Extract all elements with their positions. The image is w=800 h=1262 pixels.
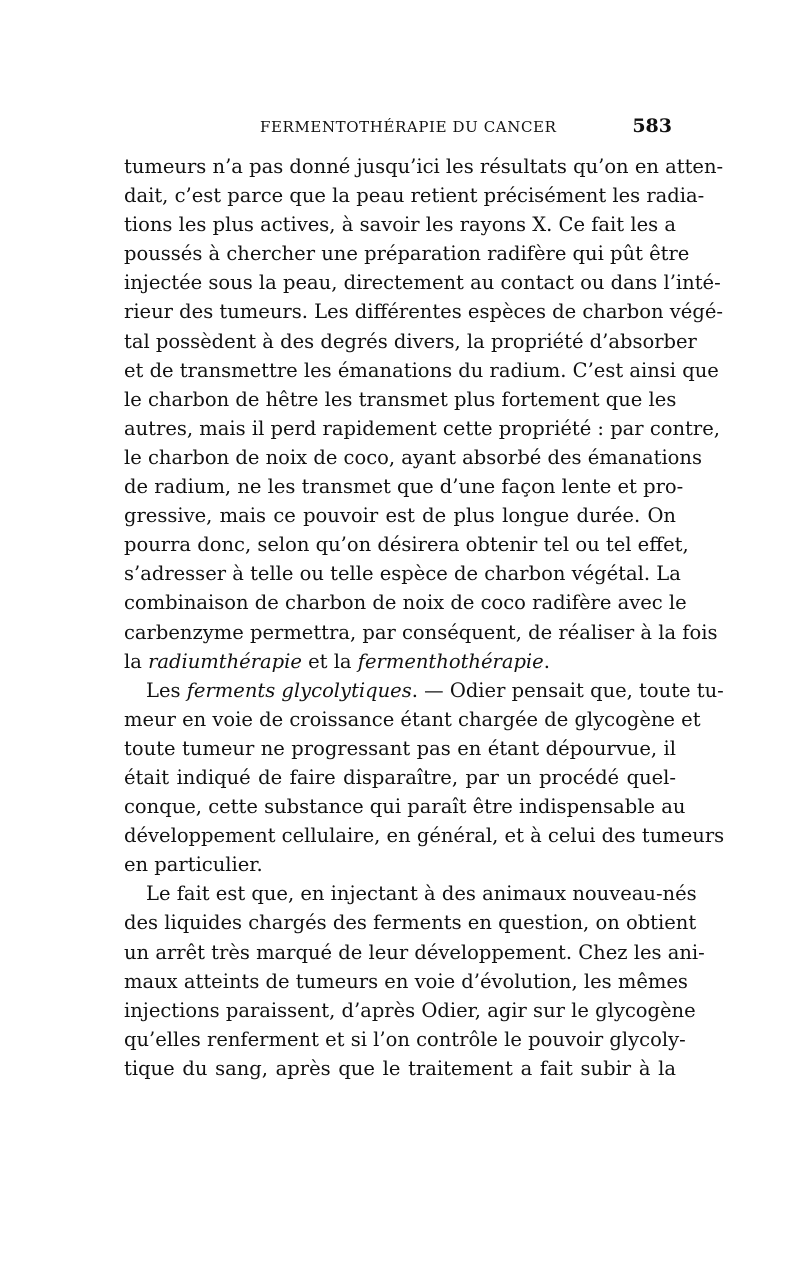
text-line: qu’elles renferment et si l’on contrôle le pouvoir glycoly-	[124, 1027, 686, 1051]
text-line: autres, mais il perd rapidement cette propriété : par contre,	[124, 416, 720, 440]
text-line: injectée sous la peau, directement au contact ou dans l’inté-	[124, 271, 721, 295]
text-line: était indiqué de faire disparaître, par un procédé quel-	[124, 765, 676, 789]
paragraph-radium-charcoal	[124, 152, 724, 676]
paragraph-glycolytic-ferments	[124, 676, 725, 880]
italic-term-fermenthotherapie: fermenthothérapie	[357, 649, 544, 673]
text-fragment: et la	[301, 649, 358, 673]
text-line: maux atteints de tumeurs en voie d’évolution, les mêmes	[124, 969, 688, 993]
text-line: des liquides chargés des ferments en question, on obtient	[124, 911, 697, 935]
text-line: le charbon de hêtre les transmet plus fortement que les	[124, 387, 677, 411]
text-line: le charbon de noix de coco, ayant absorbé des émanations	[124, 445, 702, 469]
text-line: tal possèdent à des degrés divers, la propriété d’absorber	[124, 329, 697, 353]
text-line: tique du sang, après que le traitement a fait subir à la	[124, 1056, 676, 1080]
text-line-last	[124, 647, 676, 676]
text-fragment: la	[124, 649, 149, 673]
text-line: s’adresser à telle ou telle espèce de charbon végétal. La	[124, 562, 681, 586]
text-line-last: en particulier.	[124, 853, 263, 877]
text-line: tumeurs n’a pas donné jusqu’ici les résultats qu’on en atten-	[124, 155, 724, 178]
page-header	[120, 115, 680, 142]
page-number: 583	[632, 115, 672, 137]
text-line: un arrêt très marqué de leur développement. Chez les ani-	[124, 940, 705, 964]
running-title: FERMENTOTHÉRAPIE DU CANCER	[260, 118, 557, 136]
text-line: poussés à chercher une préparation radifère qui pût être	[124, 242, 690, 266]
text-line: dait, c’est parce que la peau retient précisément les radia-	[124, 184, 705, 208]
page-body	[124, 152, 725, 1083]
text-fragment: . — Odier pensait que, toute tu-	[411, 678, 724, 702]
text-fragment: Les	[146, 678, 187, 702]
text-line: carbenzyme permettra, par conséquent, de réaliser à la fois	[124, 620, 718, 644]
text-line-first	[124, 676, 724, 705]
text-line: toute tumeur ne progressant pas en étant dépourvue, il	[124, 736, 676, 760]
text-line: et de transmettre les émanations du radium. C’est ainsi que	[124, 358, 719, 382]
text-line-first: Le fait est que, en injectant à des animaux nouveau-nés	[146, 882, 697, 906]
text-line: conque, cette substance qui paraît être indispensable au	[124, 795, 686, 819]
text-line: tions les plus actives, à savoir les rayons X. Ce fait les a	[124, 213, 676, 237]
text-line: rieur des tumeurs. Les différentes espèces de charbon végé-	[124, 300, 723, 324]
text-line: développement cellulaire, en général, et à celui des tumeurs	[124, 824, 725, 848]
text-line: gressive, mais ce pouvoir est de plus longue durée. On	[124, 504, 676, 528]
text-line: combinaison de charbon de noix de coco radifère avec le	[124, 591, 687, 615]
text-line: pourra donc, selon qu’on désirera obtenir tel ou tel effet,	[124, 533, 689, 557]
text-fragment: .	[543, 649, 550, 673]
italic-term-ferments-glycolytiques: ferments glycolytiques	[186, 678, 412, 702]
text-line: de radium, ne les transmet que d’une façon lente et pro-	[124, 475, 684, 499]
text-line: injections paraissent, d’après Odier, agir sur le glycogène	[124, 998, 696, 1022]
paragraph-odier-experiments	[124, 879, 705, 1083]
text-line: meur en voie de croissance étant chargée de glycogène et	[124, 707, 701, 731]
italic-term-radiumtherapie: radiumthérapie	[148, 649, 302, 673]
